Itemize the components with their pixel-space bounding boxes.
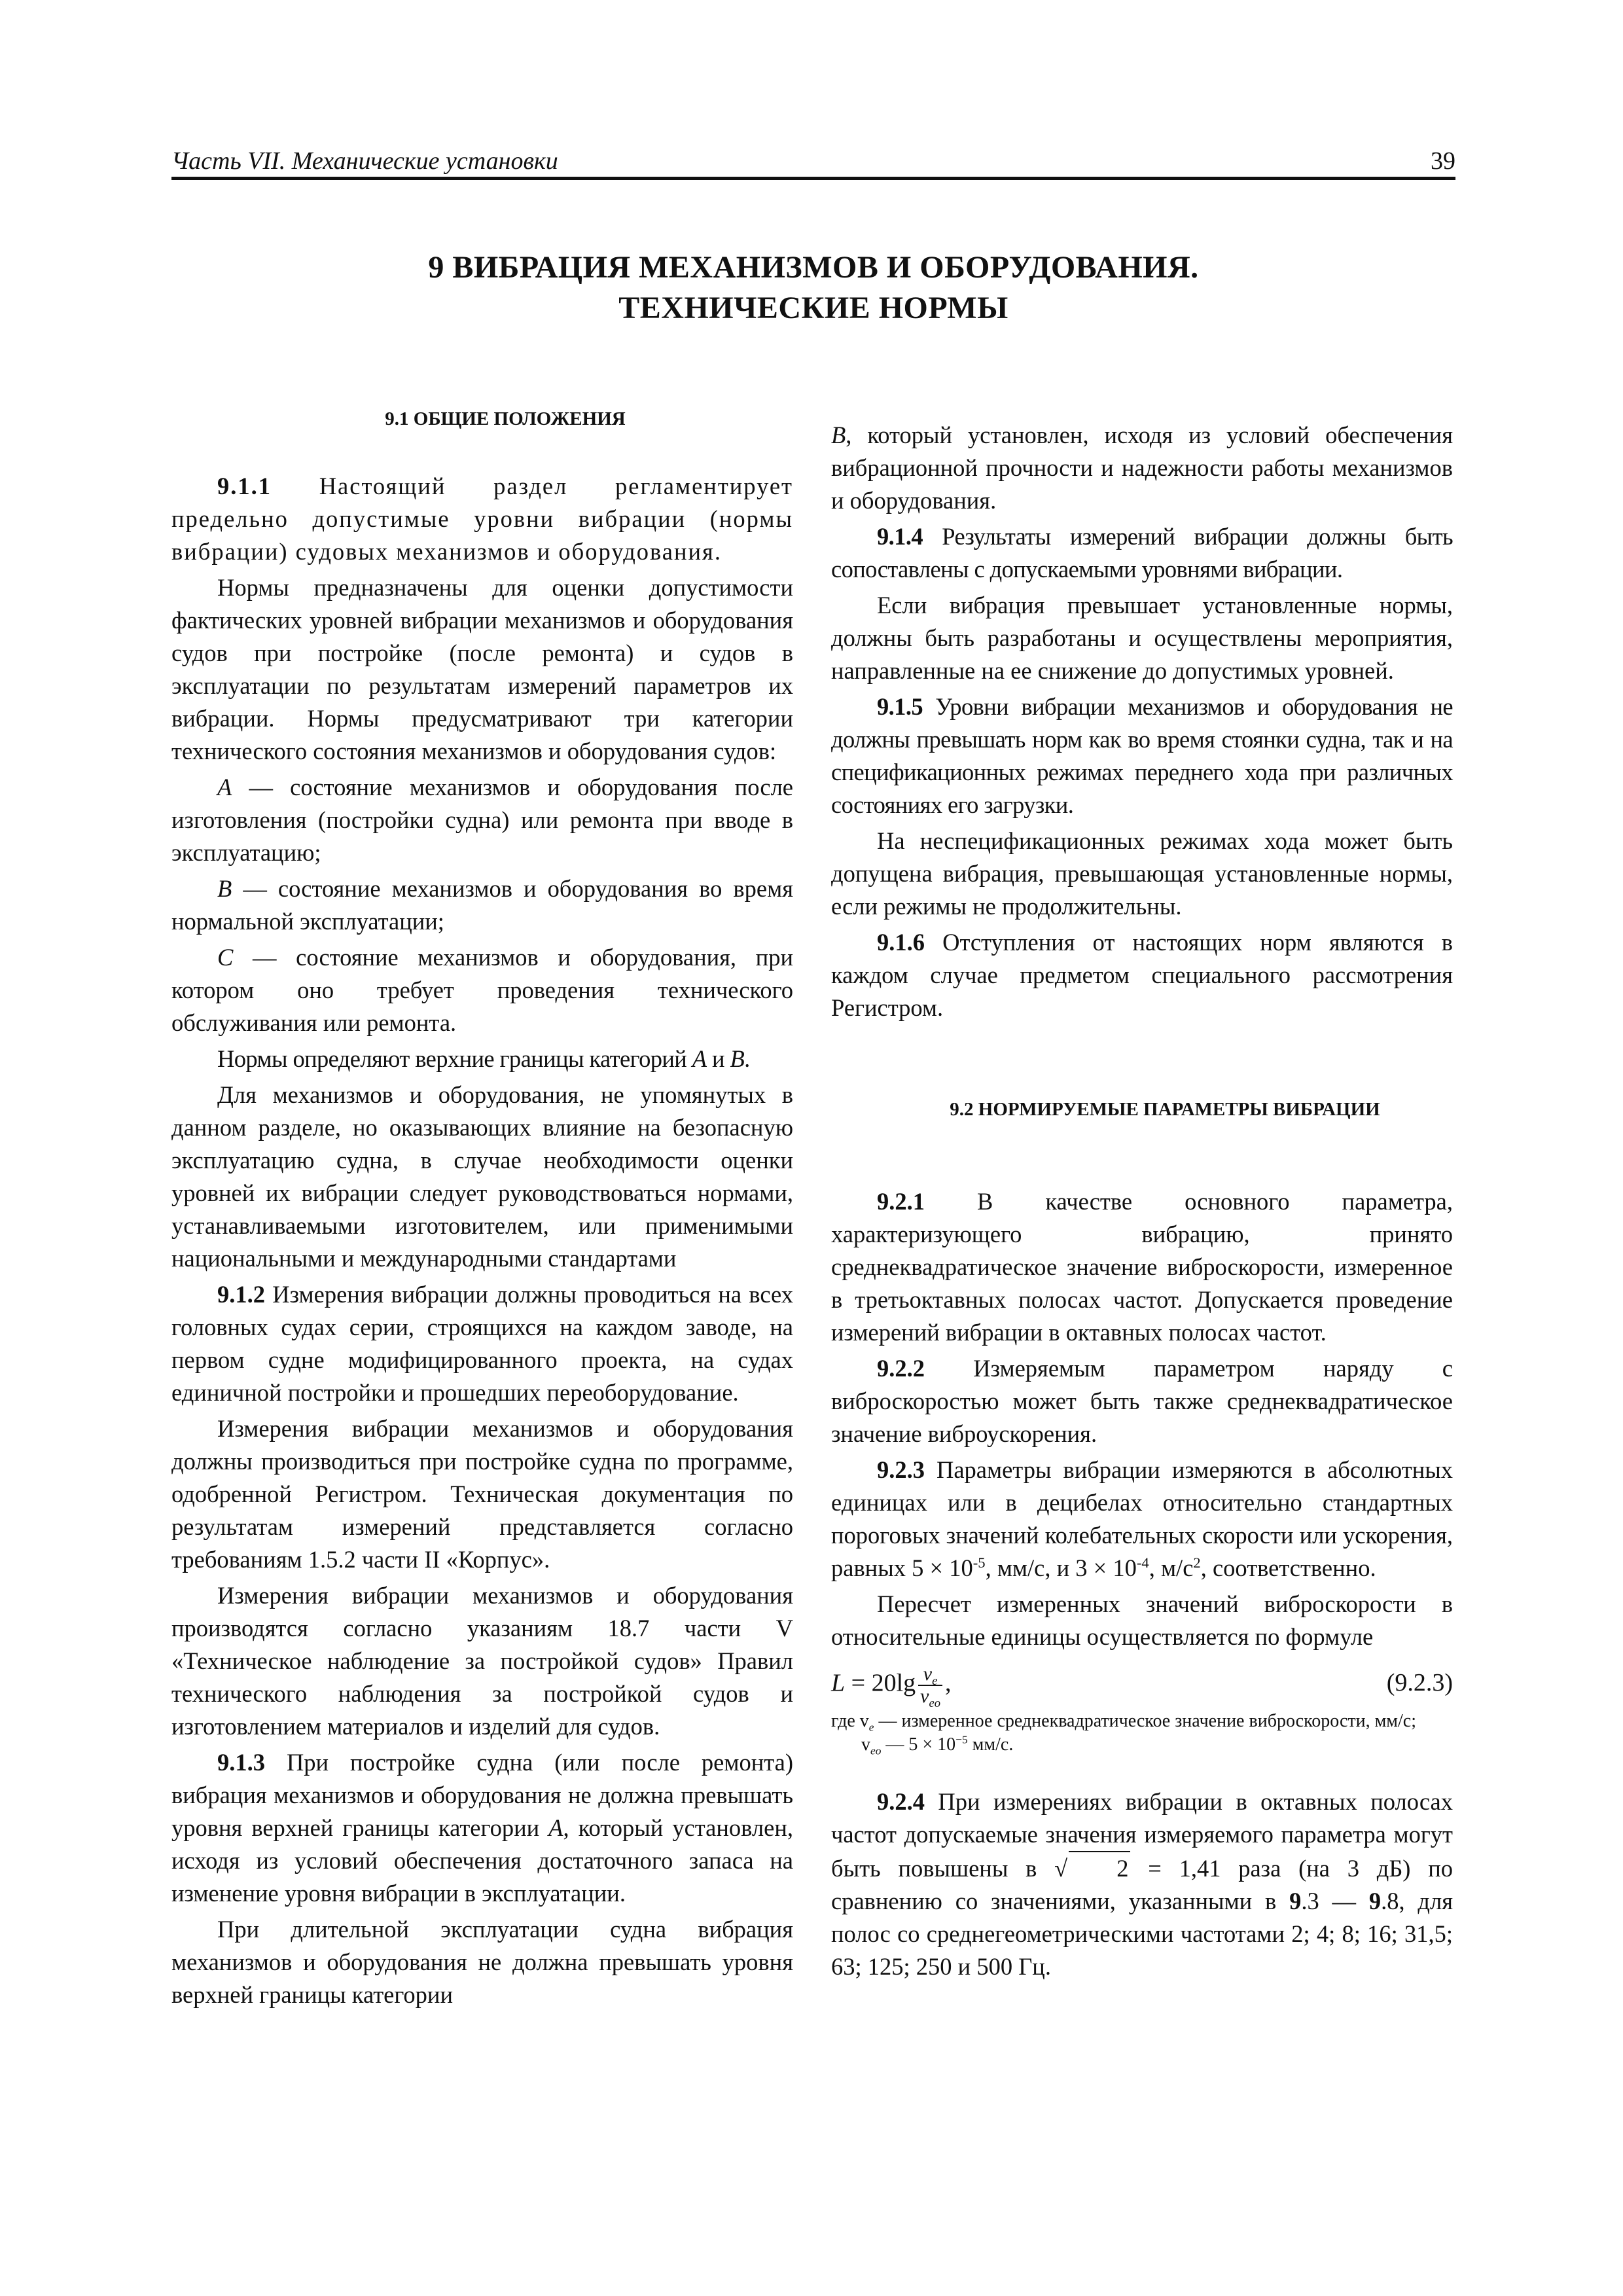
exponent: 2	[1193, 1554, 1201, 1571]
chapter-title	[171, 247, 1455, 329]
chapter-title-line-2: ТЕХНИЧЕСКИЕ НОРМЫ	[618, 291, 1008, 325]
clause-number: 9.1.1	[217, 473, 272, 499]
legend-item-ve	[831, 1710, 1453, 1733]
running-head: Часть VII. Механические установки	[171, 147, 558, 175]
clause-number: 9.2.1	[877, 1188, 925, 1215]
exponent: -5	[972, 1554, 986, 1571]
paragraph-other-equipment: Для механизмов и оборудования, не упомянутых в данном разделе, но оказывающих влияние на безопасную эксплуатацию судна, в случае необходимости оценки уровней их вибрации следует руководствоваться нормами, устанавливаемыми изготовителем, или применимыми национальными и международными стандартами	[171, 1081, 793, 1272]
paragraph-nonspec: На неспецификационных режимах хода может быть допущена вибрация, превышающая установленные нормы, если режимы не продолжительны.	[831, 827, 1453, 920]
formula-comma: ,	[945, 1669, 952, 1697]
paragraph-limits	[171, 1043, 793, 1075]
category-letter: А	[548, 1814, 563, 1841]
paragraph-measurements-1: Измерения вибрации механизмов и оборудования должны производиться при постройке судна по программе, одобренной Регистром. Техническая документация по результатам измерений представляется согласно требованиям 1.5.2 части II «Корпус».	[171, 1415, 793, 1573]
category-text: — состояние механизмов и оборудования во время нормальной эксплуатации;	[171, 875, 793, 935]
right-column	[831, 419, 1453, 1986]
page-header	[171, 144, 1455, 180]
paragraph-norms-purpose: Нормы предназначены для оценки допустимости фактических уровней вибрации механизмов и оборудования судов при постройке (после ремонта) и судов в эксплуатации по результатам измерений параметров их вибрации. Нормы предусматривают три категории технического состояния механизмов и оборудования судов:	[171, 574, 793, 764]
formula-numerator	[918, 1664, 942, 1686]
category-text: — состояние механизмов и оборудования, при котором оно требует проведения технического обслуживания или ремонта.	[171, 944, 793, 1036]
paragraph-text: Уровни вибрации механизмов и оборудования не должны превышать норм как во время стоянки судна, так и на спецификационных режимах переднего хода при различных состояниях его загрузки.	[831, 693, 1453, 818]
legend-text: мм/с.	[967, 1734, 1014, 1755]
paragraph-text: При постройке судна (или после ремонта) вибрация механизмов и оборудования не должна превышать уровня верхней границы категории	[171, 1749, 793, 1841]
clause-number: 9.1.6	[877, 929, 925, 956]
paragraph-text: , который установлен, исходя из условий обеспечения вибрационной прочности и надежности работы механизмов и оборудования.	[831, 422, 1453, 514]
paragraph-measurements-2: Измерения вибрации механизмов и оборудования производятся согласно указаниям 18.7 части V «Техническое наблюдение за постройкой судов» Правил технического наблюдения за постройкой судов и изготовлением материалов и изделий для судов.	[171, 1582, 793, 1740]
paragraph-9-2-3	[831, 1454, 1453, 1585]
paragraph-9-2-1	[831, 1185, 1453, 1349]
paragraph-text: Измерения вибрации должны проводиться на всех головных судах серии, строящихся на каждом заводе, на первом судне модифицированного проекта, на судах единичной постройки и прошедших переоборудование.	[171, 1281, 793, 1406]
paragraph-text: .3 —	[1301, 1888, 1369, 1914]
paragraph-9-2-2	[831, 1352, 1453, 1450]
paragraph-text: Результаты измерений вибрации должны быть сопоставлены с допускаемыми уровнями вибрации.	[831, 523, 1453, 583]
paragraph-9-1-4	[831, 520, 1453, 586]
paragraph-recalc: Пересчет измеренных значений виброскорости в относительные единицы осуществляется по формуле	[831, 1590, 1453, 1650]
paragraph-text: Отступления от настоящих норм являются в каждом случае предметом специального рассмотрения Регистром.	[831, 929, 1453, 1021]
formula-subscript: eo	[929, 1696, 941, 1710]
clause-number: 9.1.4	[877, 523, 923, 550]
clause-number: 9.1.3	[217, 1749, 265, 1776]
category-a	[171, 771, 793, 869]
paragraph-text: .	[744, 1045, 750, 1072]
category-letter: А	[217, 774, 232, 800]
sqrt-symbol: √	[1054, 1855, 1068, 1882]
legend-subscript: eo	[870, 1744, 882, 1757]
category-letter: В	[730, 1045, 745, 1072]
paragraph-text: При длительной эксплуатации судна вибрация механизмов и оборудования не должна превышать уровня верхней границы категории	[171, 1916, 793, 2008]
clause-number: 9.2.3	[877, 1456, 925, 1483]
paragraph-text: Нормы определяют верхние границы категорий	[217, 1045, 692, 1072]
clause-number: 9.1.5	[877, 693, 923, 720]
paragraph-text: В качестве основного параметра, характеризующего вибрацию, принято среднеквадратическое значение виброскорости, измеренное в третьоктавных полосах частот. Допускается проведение измерений вибрации в октавных полосах частот.	[831, 1188, 1453, 1346]
section-heading-9-2: 9.2 НОРМИРУЕМЫЕ ПАРАМЕТРЫ ВИБРАЦИИ	[950, 1099, 1380, 1120]
formula-denominator	[918, 1685, 942, 1710]
formula-lhs: L	[831, 1669, 846, 1697]
formula-number: (9.2.3)	[1386, 1669, 1453, 1696]
exponent: -4	[1136, 1554, 1149, 1571]
section-heading-9-1: 9.1 ОБЩИЕ ПОЛОЖЕНИЯ	[385, 408, 626, 429]
category-letter: В	[217, 875, 232, 902]
formula-subscript: e	[932, 1674, 938, 1688]
paragraph-text: = 1,41 раза (на 3 дБ) по сравнению со значениями, указанными в	[831, 1855, 1453, 1914]
sqrt-radicand: 2	[1069, 1851, 1130, 1885]
paragraph-text: , который установлен, исходя из условий обеспечения достаточного запаса на изменение уровня вибрации в эксплуатации.	[171, 1814, 793, 1907]
paragraph-9-1-2	[171, 1278, 793, 1409]
chapter-title-line-1: 9 ВИБРАЦИЯ МЕХАНИЗМОВ И ОБОРУДОВАНИЯ.	[428, 250, 1199, 285]
clause-number: 9.2.4	[877, 1788, 925, 1815]
paragraph-text: Параметры вибрации измеряются в абсолютных единицах или в децибелах относительно стандартных пороговых значений колебательных скорости или ускорения, равных 5 × 10	[831, 1456, 1453, 1581]
legend-subscript: e	[868, 1721, 874, 1734]
formula-eq: = 20lg	[845, 1669, 916, 1697]
category-letter: С	[217, 944, 234, 971]
paragraph-9-1-1	[171, 470, 793, 568]
legend-text: — 5 × 10	[881, 1734, 956, 1755]
legend-item-veo	[831, 1733, 1453, 1757]
paragraph-text: , для полос со среднегеометрическими частотами 2; 4; 8; 16; 31,5; 63; 125; 250 и 500 Гц.	[831, 1888, 1454, 1980]
legend-exponent: −5	[955, 1733, 968, 1746]
page-number: 39	[1431, 147, 1455, 175]
paragraph-text: При измерениях вибрации в октавных полосах частот допускаемые значения измеряемого параметра могут быть повышены в	[831, 1788, 1453, 1882]
clause-number: 9.2.2	[877, 1355, 925, 1382]
formula-legend	[831, 1710, 1453, 1757]
formula-9-2-3	[831, 1657, 1453, 1710]
paragraph-exceed: Если вибрация превышает установленные нормы, должны быть разработаны и осуществлены мероприятия, направленные на ее снижение до допустимых уровней.	[831, 592, 1453, 684]
formula-symbol: v	[923, 1663, 933, 1685]
cross-reference: 9	[1368, 1888, 1382, 1914]
formula-expression	[831, 1663, 952, 1710]
paragraph-text: , м/с	[1149, 1554, 1194, 1581]
paragraph-text: Измеряемым параметром наряду с виброскоростью может быть также среднеквадратическое значение виброускорения.	[831, 1355, 1453, 1447]
paragraph-9-1-6	[831, 926, 1453, 1024]
paragraph-text: .8	[1381, 1888, 1399, 1914]
category-text: — состояние механизмов и оборудования после изготовления (постройки судна) или ремонта при вводе в эксплуатацию;	[171, 774, 793, 866]
legend-text: — измеренное среднеквадратическое значение виброскорости, мм/с;	[874, 1711, 1417, 1731]
category-b	[171, 872, 793, 938]
cross-reference: 9	[1289, 1888, 1302, 1914]
formula-fraction	[918, 1663, 942, 1710]
category-letter: А	[692, 1045, 707, 1072]
paragraph-text: , мм/с, и 3 × 10	[985, 1554, 1137, 1581]
paragraph-9-2-4	[831, 1785, 1453, 1983]
category-letter: В	[831, 422, 846, 448]
paragraph-text: и	[706, 1045, 730, 1072]
clause-number: 9.1.2	[217, 1281, 265, 1308]
formula-symbol: v	[920, 1685, 929, 1707]
left-column	[171, 406, 793, 2015]
legend-symbol: где v	[831, 1711, 869, 1731]
legend-symbol: v	[861, 1734, 870, 1755]
category-c	[171, 941, 793, 1039]
paragraph-long-operation-start	[171, 1913, 793, 2011]
paragraph-text: Настоящий раздел регламентирует предельно допустимые уровни вибрации (нормы вибрации) судовых механизмов и оборудования.	[171, 473, 793, 565]
paragraph-9-1-3	[171, 1746, 793, 1910]
paragraph-long-operation-end	[831, 419, 1453, 517]
paragraph-9-1-5	[831, 691, 1453, 821]
paragraph-text: , соответственно.	[1200, 1554, 1376, 1581]
